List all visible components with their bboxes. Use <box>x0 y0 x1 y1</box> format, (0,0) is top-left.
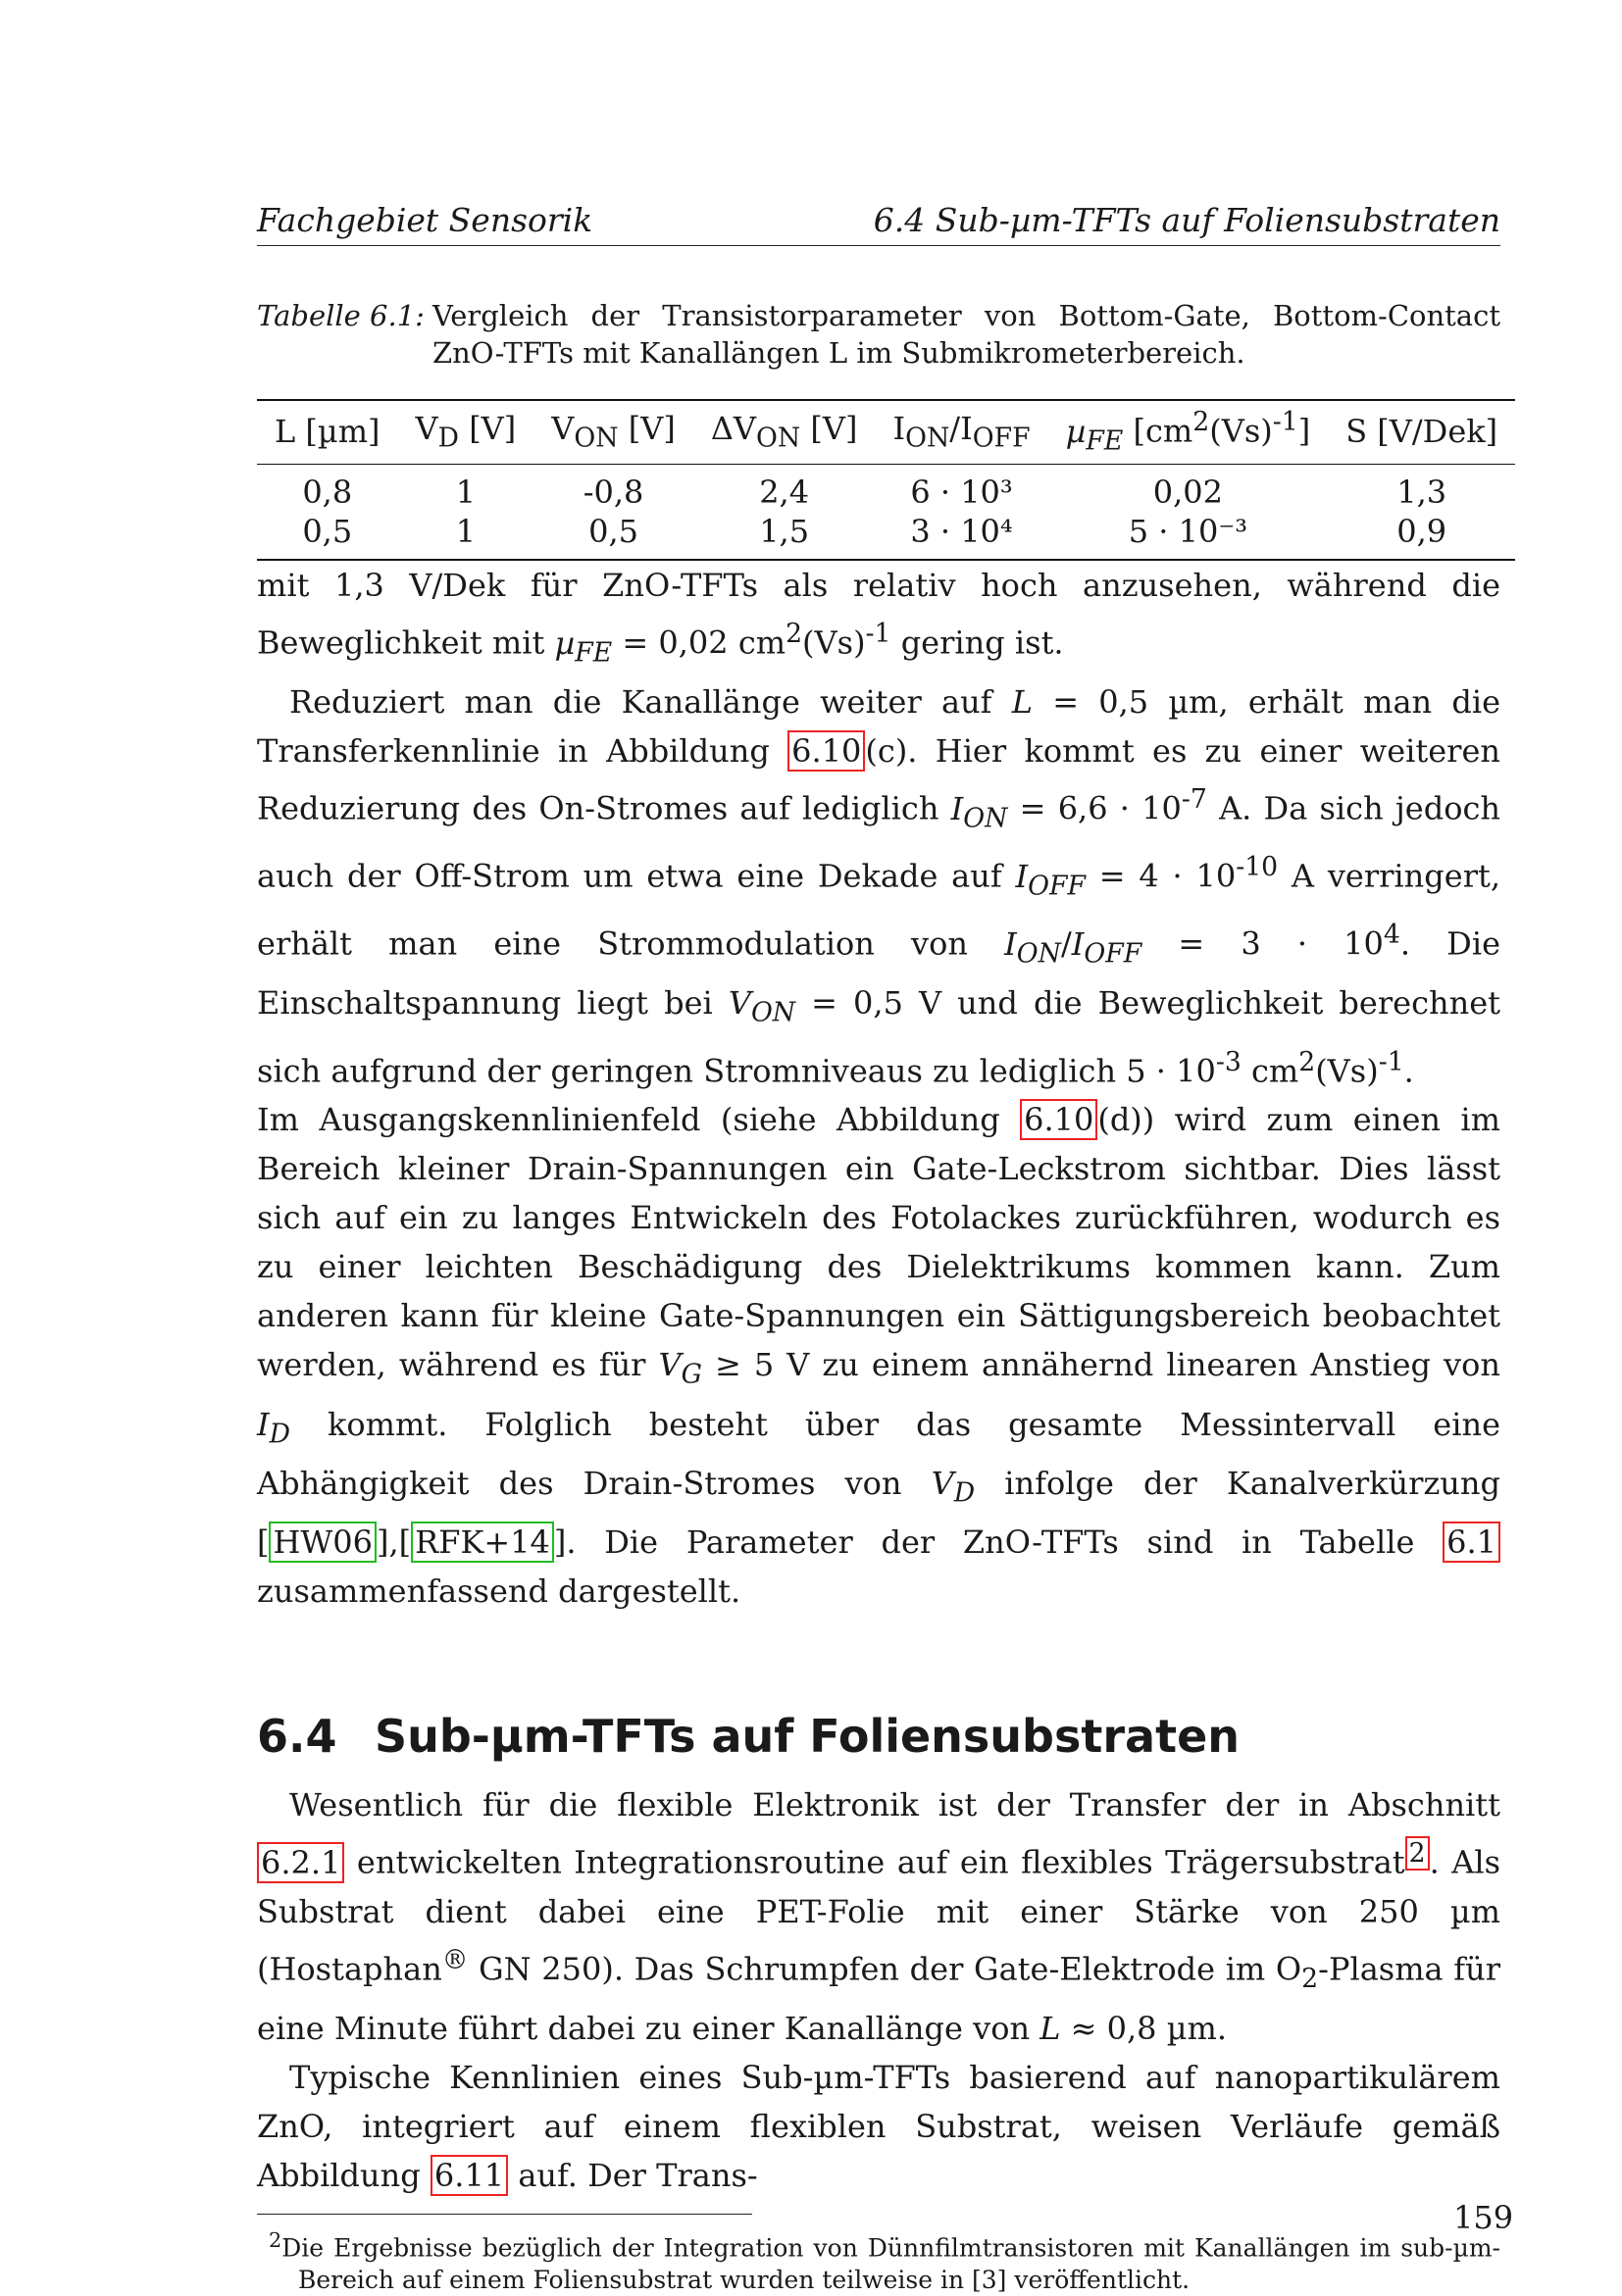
paragraph: mit 1,3 V/Dek für ZnO-TFTs als relativ hoch anzusehen, während die Beweglichkeit mit µ$_{FE}$ = 0,02 $cm^2(Vs)^{-1}$ gering ist. <box>257 567 1500 669</box>
footnote-reference-link[interactable]: 2 <box>1405 1836 1430 1871</box>
cell-s: 1,3 <box>1396 474 1447 512</box>
cell-ion-ioff: 3 · 10⁴ <box>910 513 1013 551</box>
header-left: Fachgebiet Sensorik <box>257 201 593 239</box>
cell-vd: 1 <box>455 513 477 551</box>
footnote <box>257 2224 1500 2296</box>
cell-dvon: 2,4 <box>759 474 810 512</box>
col-header-dvon: $\Delta V_{ON}$ [V] <box>693 400 876 465</box>
table-reference-link[interactable]: 6.1 <box>1443 1522 1500 1563</box>
table-caption <box>257 297 1500 372</box>
col-header-mu: µ$_{FE}$ $[cm^2(Vs)^{-1}]$ <box>1048 400 1329 465</box>
cell-von: -0,8 <box>583 474 644 512</box>
col-header-l: L [µm] <box>257 400 398 465</box>
table-header-row <box>257 400 1515 465</box>
table-caption-label: Tabelle 6.1: <box>257 299 425 332</box>
table-caption-text: Vergleich der Transistorparameter von Bottom-Gate, Bottom-Contact ZnO-TFTs mit Kanallängen L im Submikrometerbereich. <box>431 299 1500 370</box>
col-header-vd: $V_D$ [V] <box>398 400 534 465</box>
paragraph: Wesentlich für die flexible Elektronik ist der Transfer der in Abschnitt 6.2.1 entwickelten Integrationsroutine auf ein flexibles Trägersubstrat $^2$ . Als Substrat dient dabei eine PET-Folie mit einer Stärke von 250 µm (Hostaphan® GN 250). Das Schrumpfen der Gate-Elektrode im $O_2$-Plasma für eine Minute führt dabei zu einer Kanallänge von L ≈ 0,8 µm. <box>257 1786 1501 2048</box>
page-content <box>257 201 1500 2296</box>
cell-mu: 5 · 10⁻³ <box>1128 513 1248 551</box>
paragraph: Reduziert man die Kanallänge weiter auf L = 0,5 µm, erhält man die Transferkennlinie in Abbildung 6.10 (c). Hier kommt es zu einer weiteren Reduzierung des On-Stromes auf lediglich $I_{ON} = 6,6 \cdot 10^{-7}$ A. Da sich jedoch auch der Off-Strom um etwa eine Dekade auf $I_{OFF} = 4 \cdot 10^{-10}$ A verringert, erhält man eine Strommodulation von $I_{ON}/I_{OFF} = 3 \cdot 10^4$. Die Einschaltspannung liegt bei $V_{ON} = 0,5$ V und die Beweglichkeit berechnet sich aufgrund der geringen Stromniveaus zu lediglich $5 \cdot 10^{-3}$ $cm^2(Vs)^{-1}$. <box>257 683 1501 1090</box>
cell-dvon: 1,5 <box>759 513 810 551</box>
col-header-von: $V_{ON}$ [V] <box>533 400 693 465</box>
cell-von: 0,5 <box>588 513 638 551</box>
col-header-s: S [V/Dek] <box>1328 400 1515 465</box>
footnote-text: Die Ergebnisse bezüglich der Integration von Dünnfilmtransistoren mit Kanallängen im sub-µm-Bereich auf einem Foliensubstrat wurden teilweise in [3] veröffentlicht. <box>281 2233 1500 2295</box>
citation-link[interactable]: RFK+14 <box>411 1522 554 1563</box>
footnote-divider <box>257 2214 752 2215</box>
page-number: 159 <box>1453 2199 1514 2236</box>
footnote-mark: 2 <box>269 2228 282 2253</box>
running-header <box>257 201 1500 246</box>
paragraph: Typische Kennlinien eines Sub-µm-TFTs basierend auf nanopartikulärem ZnO, integriert auf einem flexiblen Substrat, weisen Verläufe gemäß Abbildung 6.11 auf. Der Trans- <box>257 2059 1500 2195</box>
cell-vd: 1 <box>455 474 477 512</box>
paragraph: Im Ausgangskennlinienfeld (siehe Abbildung 6.10 (d)) wird zum einen im Bereich kleiner Drain-Spannungen ein Gate-Leckstrom sichtbar. Dies lässt sich auf ein zu langes Entwickeln des Fotolackes zurückführen, wodurch es zu einer leichten Beschädigung des Dielektrikums kommen kann. Zum anderen kann für kleine Gate-Spannungen ein Sättigungsbereich beobachtet werden, während es für $V_G \ge 5$ V zu einem annähernd linearen Anstieg von $I_D$ kommt. Folglich besteht über das gesamte Messintervall eine Abhängigkeit des Drain-Stromes von $V_D$ infolge der Kanalverkürzung [ HW06 ],[ RFK+14 ]. Die Parameter der ZnO-TFTs sind in Tabelle 6.1 zusammenfassend dargestellt. <box>257 1101 1501 1611</box>
cell-l: 0,8 <box>302 474 353 512</box>
section-heading <box>257 1710 1500 1763</box>
cell-s: 0,9 <box>1396 513 1447 551</box>
section-reference-link[interactable]: 6.2.1 <box>257 1842 344 1883</box>
cell-l: 0,5 <box>302 513 353 551</box>
parameter-table <box>257 399 1515 561</box>
body-text <box>257 561 1500 1616</box>
table-row <box>257 465 1515 513</box>
col-header-ion-ioff: $I_{ON}/I_{OFF}$ <box>875 400 1047 465</box>
citation-link[interactable]: HW06 <box>269 1522 377 1563</box>
section-body-text <box>257 1780 1500 2200</box>
figure-reference-link[interactable]: 6.10 <box>1020 1099 1097 1140</box>
cell-mu: 0,02 <box>1152 474 1223 512</box>
section-title: Sub-µm-TFTs auf Foliensubstraten <box>375 1710 1241 1764</box>
figure-reference-link[interactable]: 6.11 <box>431 2155 508 2196</box>
cell-ion-ioff: 6 · 10³ <box>910 474 1013 512</box>
table-row <box>257 512 1515 560</box>
section-number: 6.4 <box>257 1710 337 1764</box>
header-right: 6.4 Sub-µm-TFTs auf Foliensubstraten <box>873 201 1500 239</box>
figure-reference-link[interactable]: 6.10 <box>787 730 865 772</box>
